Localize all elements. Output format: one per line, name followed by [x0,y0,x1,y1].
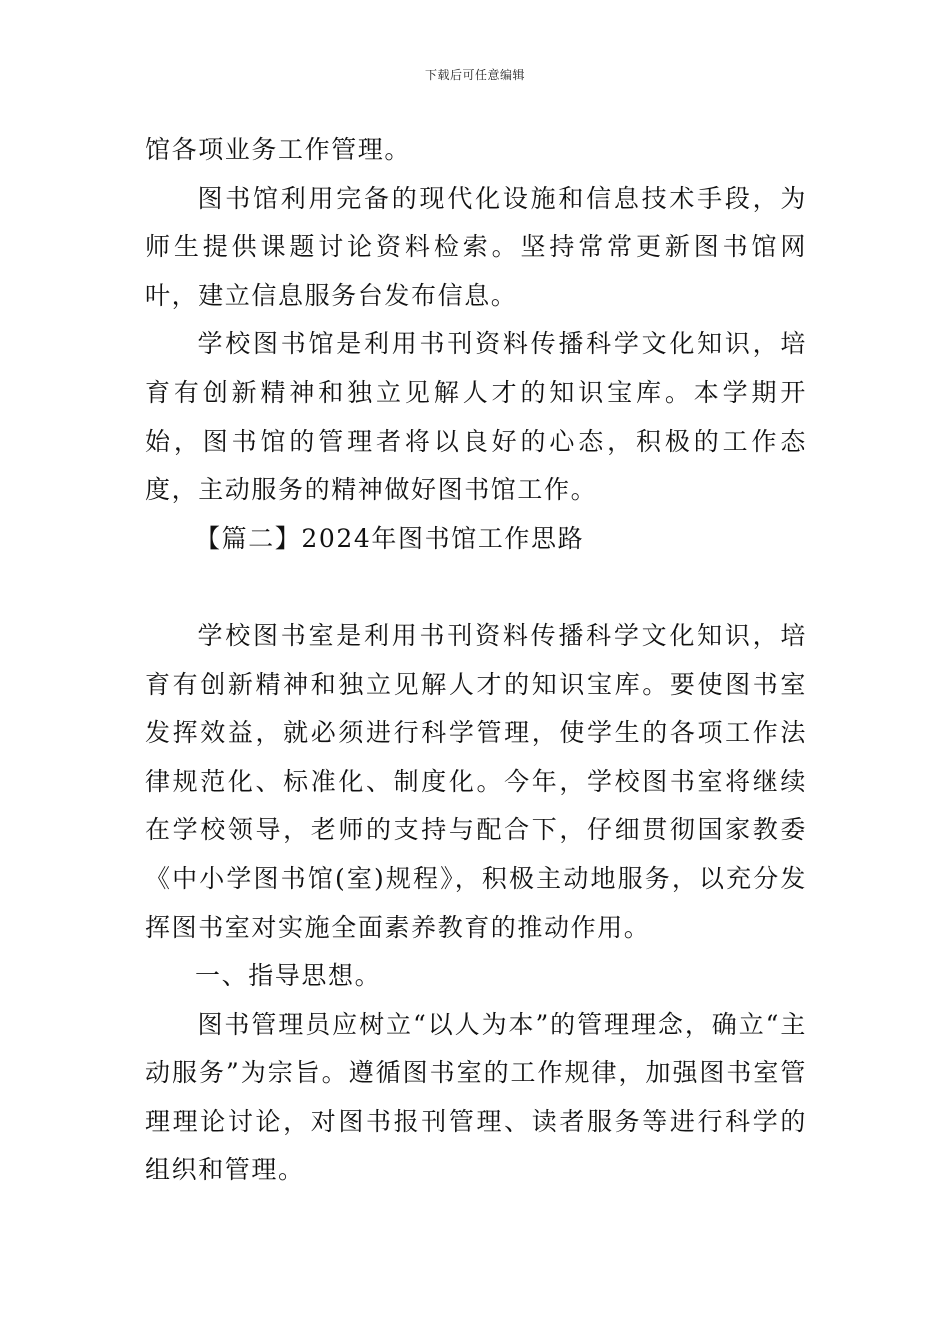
paragraph-library-management: 学校图书室是利用书刊资料传播科学文化知识，培育有创新精神和独立见解人才的知识宝库。要使图书室发挥效益，就必须进行科学管理，使学生的各项工作法律规范化、标准化、制度化。今年，学校图书室将继续在学校领导，老师的支持与配合下，仔细贯彻国家教委《中小学图书馆(室)规程》，积极主动地服务，以充分发挥图书室对实施全面素养教育的推动作用。 [145,620,807,942]
page-header-note: 下载后可任意编辑 [424,68,525,82]
document-body [145,126,807,1195]
paragraph-library-facilities: 图书馆利用完备的现代化设施和信息技术手段，为师生提供课题讨论资料检索。坚持常常更新图书馆网叶，建立信息服务台发布信息。 [145,183,807,310]
paragraph-library-mission: 学校图书馆是利用书刊资料传播科学文化知识，培育有创新精神和独立见解人才的知识宝库。本学期开始，图书馆的管理者将以良好的心态，积极的工作态度，主动服务的精神做好图书馆工作。 [145,329,807,505]
section-heading-part-two: 【篇二】2024年图书馆工作思路 [195,523,585,553]
heading-guiding-ideology: 一、指导思想。 [195,961,382,991]
paragraph-continuation: 馆各项业务工作管理。 [145,135,412,164]
paragraph-service-philosophy: 图书管理员应树立“以人为本”的管理理念，确立“主动服务”为宗旨。遵循图书室的工作规律，加强图书室管理理论讨论，对图书报刊管理、读者服务等进行科学的组织和管理。 [145,1009,807,1185]
